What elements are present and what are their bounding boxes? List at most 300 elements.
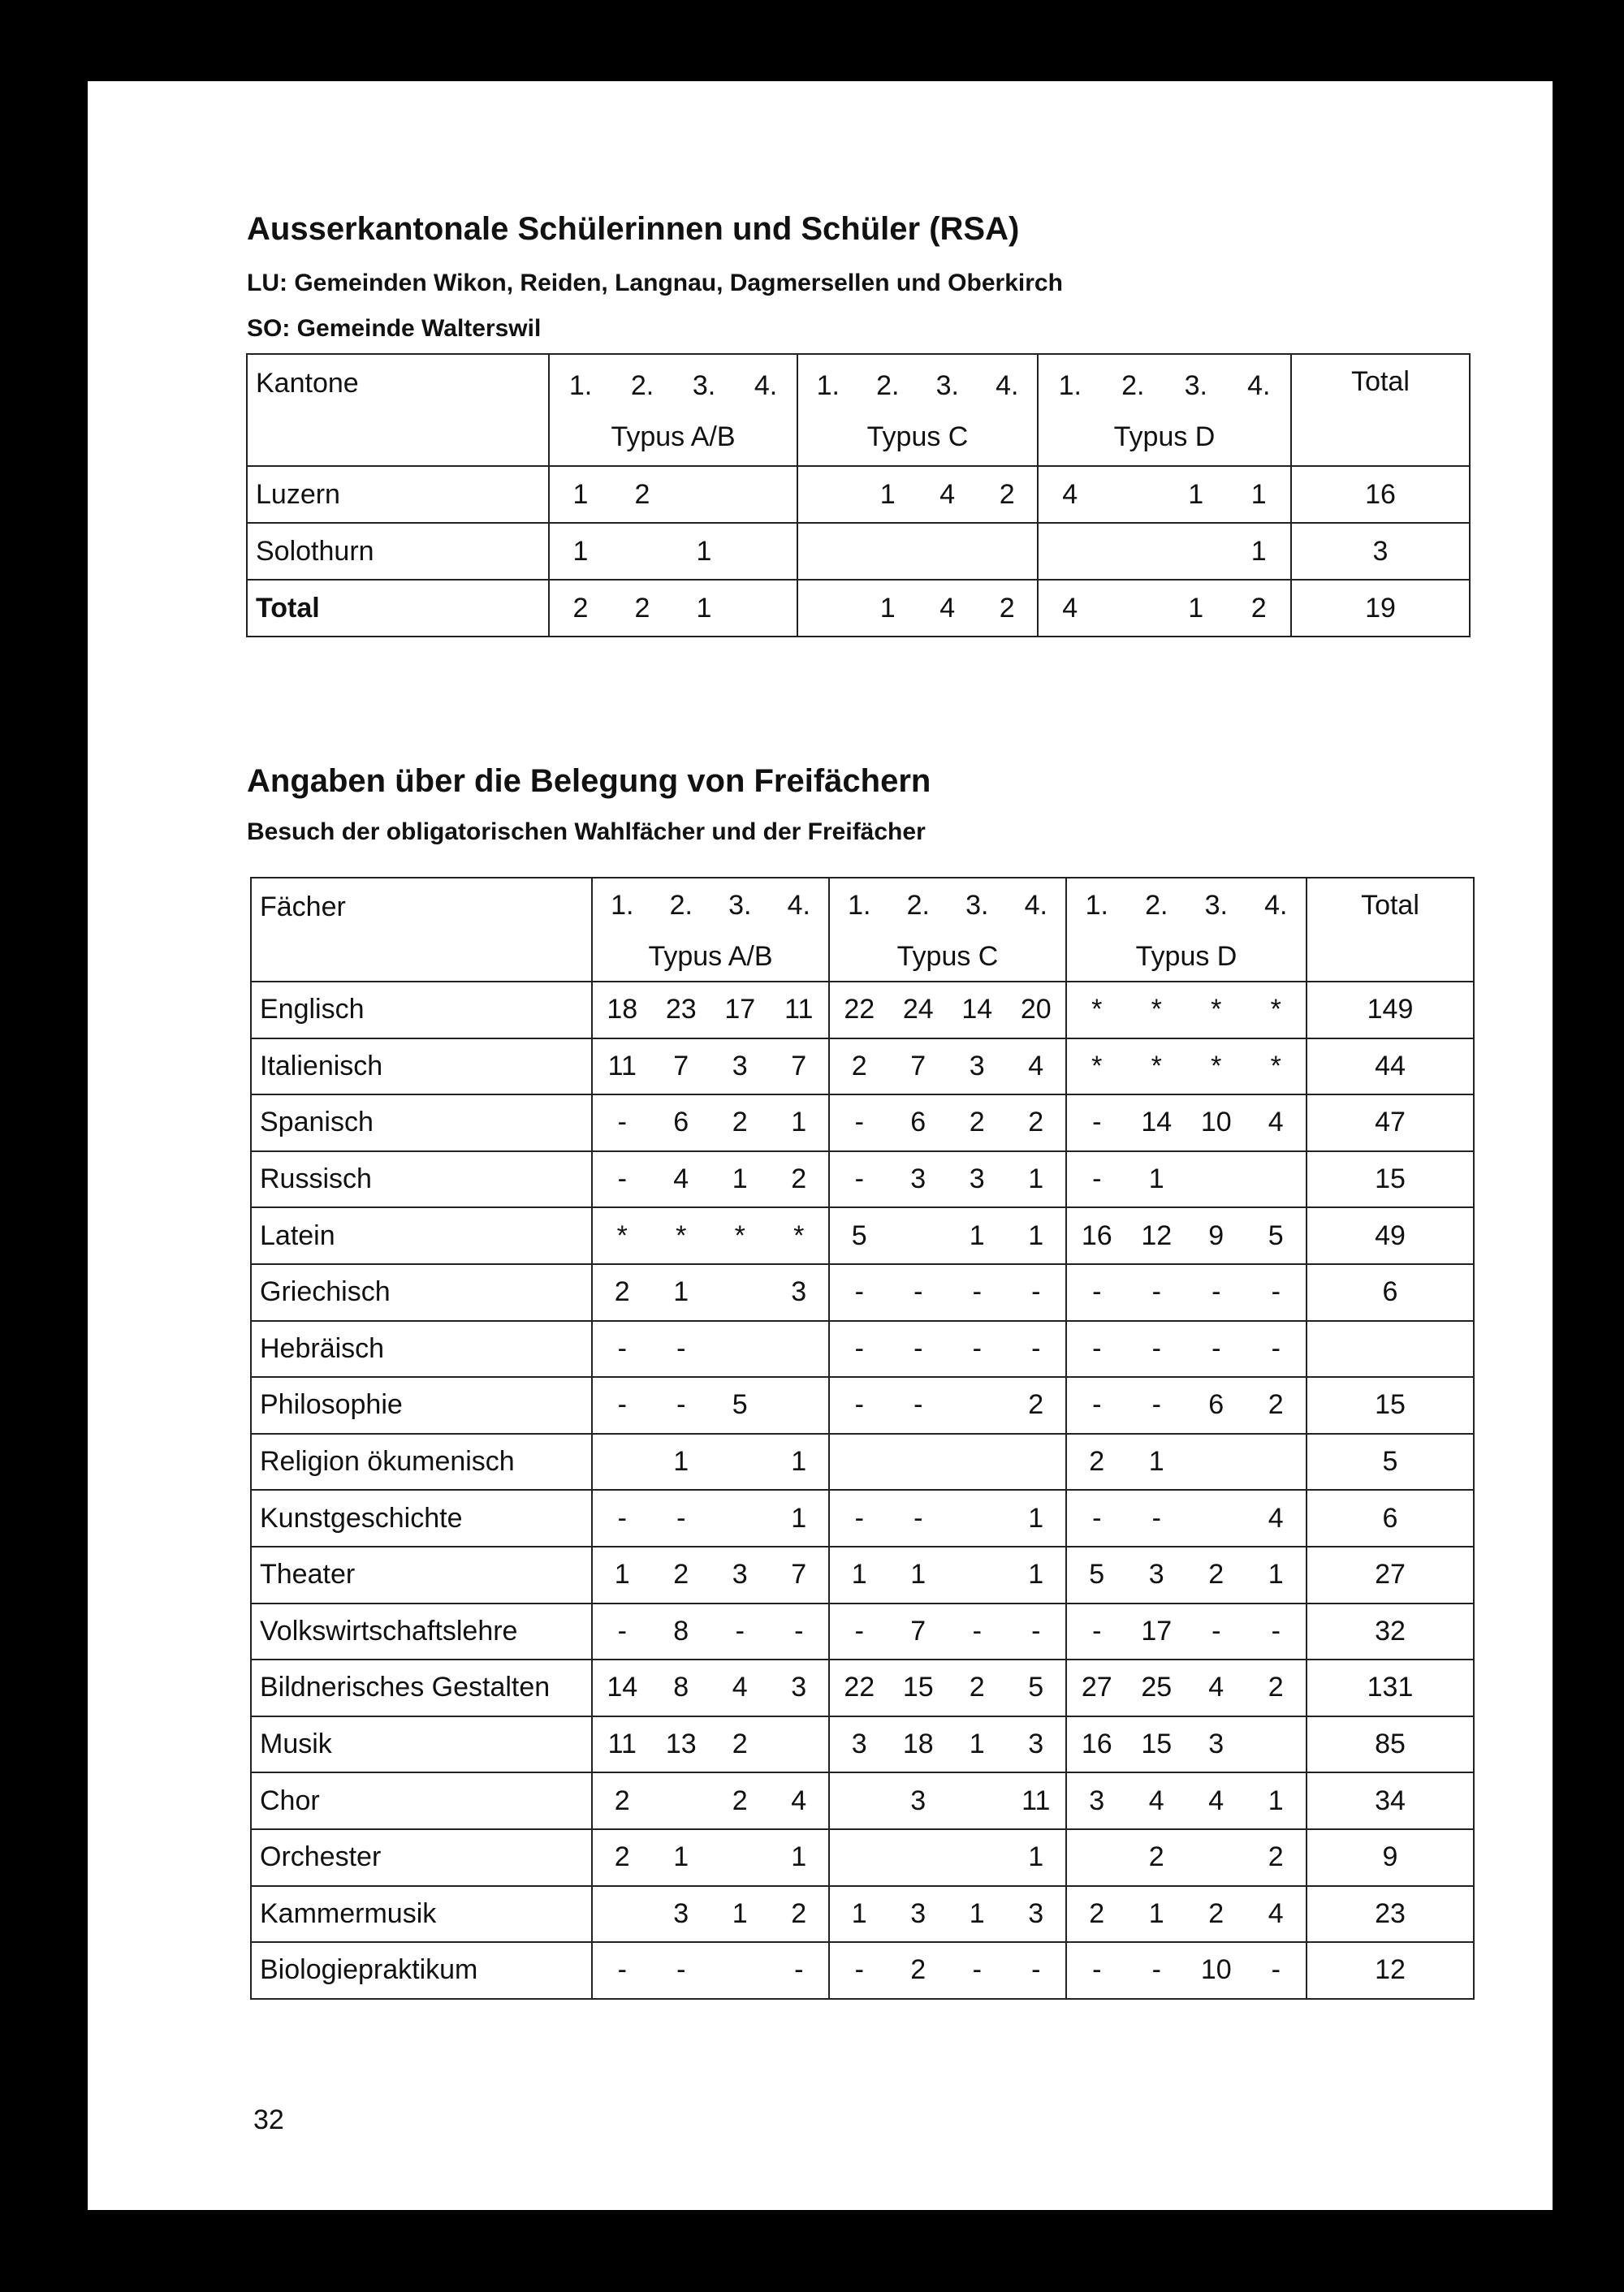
table-cell: 2 — [910, 1954, 926, 1986]
table-cell: - — [854, 1954, 864, 1986]
year-values — [830, 994, 1065, 1025]
table-cell: - — [914, 1276, 923, 1308]
group-cell — [1066, 1207, 1307, 1264]
table-row — [251, 1377, 1474, 1434]
group-cell — [592, 1716, 829, 1773]
table-cell: 4 — [1062, 592, 1078, 624]
table-cell: - — [914, 1332, 923, 1364]
table-cell: 1 — [1268, 1559, 1284, 1591]
year-values — [830, 1389, 1065, 1421]
table-row — [251, 1829, 1474, 1886]
year-values — [550, 536, 797, 568]
table-cell: 4 — [939, 478, 956, 510]
year-values — [1067, 1446, 1306, 1478]
column-group-name: Typus A/B — [611, 421, 736, 452]
school-year-headers — [550, 370, 797, 402]
table-cell — [948, 1841, 1007, 1873]
school-year-header: 2. — [906, 890, 930, 921]
group-cell — [829, 1716, 1066, 1773]
table-cell: - — [617, 1107, 627, 1138]
group-cell — [829, 1038, 1066, 1095]
table-cell: - — [1031, 1276, 1041, 1308]
year-values — [593, 1616, 828, 1647]
school-year-headers — [1067, 890, 1306, 922]
table-cell: 2 — [1089, 1897, 1105, 1929]
row-label: Russisch — [251, 1151, 592, 1208]
group-cell — [592, 982, 829, 1038]
table-cell: - — [1092, 1276, 1102, 1308]
row-label: Chor — [251, 1772, 592, 1829]
table-cell — [710, 1503, 770, 1534]
school-year-headers — [798, 370, 1037, 402]
table-cell: * — [1151, 994, 1162, 1025]
table-cell: 4 — [1148, 1785, 1164, 1816]
group-cell — [592, 1377, 829, 1434]
year-values — [830, 1898, 1065, 1930]
group-cell — [1066, 1038, 1307, 1095]
school-year-headers — [830, 890, 1065, 922]
table-cell: 1 — [879, 592, 896, 624]
table-cell: 1 — [791, 1107, 807, 1138]
group-cell — [1066, 1604, 1307, 1660]
row-total: 6 — [1307, 1490, 1474, 1547]
group-cell — [829, 1377, 1066, 1434]
table-cell: 4 — [1208, 1672, 1224, 1703]
group-cell — [592, 1942, 829, 1999]
table-cell — [1039, 536, 1102, 568]
row-label: Spanisch — [251, 1094, 592, 1151]
column-header-label: Fächer — [251, 878, 592, 982]
school-year-header: 3. — [1184, 370, 1207, 401]
table-cell: 3 — [732, 1559, 748, 1591]
table-cell — [948, 1389, 1007, 1421]
table-cell: 2 — [732, 1729, 748, 1760]
year-values — [1067, 1954, 1306, 1986]
table-cell: 2 — [999, 592, 1015, 624]
school-year-header: 1. — [848, 890, 871, 921]
year-values — [830, 1163, 1065, 1195]
school-year-header: 3. — [728, 890, 752, 921]
table-cell: 2 — [634, 592, 650, 624]
school-year-header: 1. — [1085, 890, 1108, 921]
table-cell — [1186, 1841, 1246, 1873]
row-total: 9 — [1307, 1829, 1474, 1886]
group-cell — [1066, 1660, 1307, 1716]
rsa-table — [246, 353, 1471, 637]
table-cell: 3 — [791, 1276, 807, 1308]
table-cell: - — [972, 1954, 982, 1986]
table-cell: - — [617, 1502, 627, 1534]
year-values — [593, 994, 828, 1025]
column-header-label: Kantone — [247, 354, 549, 466]
table-cell — [770, 1333, 829, 1365]
year-values — [1067, 1333, 1306, 1365]
school-year-header: 2. — [669, 890, 693, 921]
row-total — [1307, 1321, 1474, 1378]
table-cell — [948, 1559, 1007, 1591]
group-cell — [1066, 1264, 1307, 1321]
table-cell: 1 — [791, 1446, 807, 1478]
table-cell: - — [1092, 1332, 1102, 1364]
group-cell — [1066, 1321, 1307, 1378]
table-row — [247, 580, 1470, 637]
group-cell — [829, 1942, 1066, 1999]
table-cell — [673, 479, 735, 511]
column-group-name: Typus D — [1113, 421, 1216, 452]
group-cell — [549, 523, 797, 580]
table-cell: 1 — [879, 478, 896, 510]
table-cell: 2 — [1028, 1107, 1044, 1138]
table-cell: - — [1092, 1163, 1102, 1195]
table-cell: - — [794, 1615, 804, 1647]
group-cell — [592, 1321, 829, 1378]
table-cell: 2 — [1028, 1389, 1044, 1421]
group-cell — [829, 1207, 1066, 1264]
year-values — [1067, 1729, 1306, 1760]
school-year-header: 2. — [1121, 370, 1145, 401]
table-cell: - — [1212, 1332, 1221, 1364]
year-values — [1067, 1163, 1306, 1195]
row-label: Theater — [251, 1547, 592, 1604]
section1-title: Ausserkantonale Schülerinnen und Schüler (RSA) — [247, 211, 1020, 247]
year-values — [593, 1785, 828, 1817]
table-cell: - — [1092, 1954, 1102, 1986]
table-cell: 12 — [1141, 1219, 1173, 1251]
table-cell: 1 — [732, 1163, 748, 1195]
year-values — [1067, 1841, 1306, 1873]
table-cell: 14 — [1141, 1107, 1173, 1138]
row-total: 44 — [1307, 1038, 1474, 1095]
year-values — [593, 1276, 828, 1308]
year-values — [1067, 1672, 1306, 1703]
group-cell — [829, 1660, 1066, 1716]
year-values — [830, 1220, 1065, 1252]
row-total: 23 — [1307, 1886, 1474, 1943]
year-values — [1067, 1051, 1306, 1082]
table-cell: 5 — [851, 1219, 867, 1251]
row-label: Musik — [251, 1716, 592, 1773]
table-cell: - — [1151, 1276, 1161, 1308]
table-cell: 1 — [673, 1841, 689, 1873]
year-values — [1067, 1898, 1306, 1930]
table-row — [247, 466, 1470, 523]
table-cell: 22 — [844, 994, 875, 1025]
table-cell — [830, 1785, 889, 1817]
table-cell: 2 — [673, 1559, 689, 1591]
table-cell: 1 — [572, 478, 589, 510]
group-cell — [592, 1094, 829, 1151]
school-year-header: 2. — [876, 370, 900, 401]
table-cell: - — [735, 1615, 745, 1647]
table-cell: * — [793, 1219, 805, 1251]
group-cell — [829, 1490, 1066, 1547]
table-cell: 2 — [1089, 1446, 1105, 1478]
table-cell: 1 — [969, 1729, 985, 1760]
table-cell: 11 — [607, 1729, 637, 1760]
table-row — [251, 1942, 1474, 1999]
table-cell: 1 — [673, 1446, 689, 1478]
table-cell: - — [1151, 1332, 1161, 1364]
year-values — [593, 1503, 828, 1534]
year-values — [1039, 536, 1290, 568]
table-cell: 5 — [1028, 1672, 1044, 1703]
year-values — [1067, 1503, 1306, 1534]
year-values — [830, 1672, 1065, 1703]
table-cell: 1 — [851, 1897, 867, 1929]
group-cell — [829, 1094, 1066, 1151]
table-cell: 1 — [1148, 1446, 1164, 1478]
table-cell: 2 — [791, 1897, 807, 1929]
school-year-header: 1. — [816, 370, 840, 401]
table-cell: 13 — [665, 1729, 697, 1760]
table-cell: - — [972, 1332, 982, 1364]
group-cell — [797, 523, 1038, 580]
table-cell — [948, 1785, 1007, 1817]
table-cell: - — [1092, 1389, 1102, 1421]
table-cell: - — [1271, 1954, 1281, 1986]
table-cell: - — [676, 1332, 686, 1364]
column-group-header — [829, 878, 1066, 982]
table-cell: 4 — [1268, 1897, 1284, 1929]
column-header-total: Total — [1291, 354, 1470, 466]
table-cell: - — [854, 1107, 864, 1138]
table-cell: - — [617, 1954, 627, 1986]
group-cell — [592, 1604, 829, 1660]
column-group-header — [1066, 878, 1307, 982]
group-cell — [829, 1434, 1066, 1491]
table-cell: 2 — [614, 1276, 630, 1308]
table-cell: 4 — [939, 592, 956, 624]
table-cell: 16 — [1081, 1219, 1112, 1251]
row-total: 47 — [1307, 1094, 1474, 1151]
table-cell: - — [1151, 1954, 1161, 1986]
table-cell: 6 — [673, 1107, 689, 1138]
table-cell — [830, 1841, 889, 1873]
table-cell — [1164, 536, 1228, 568]
table-cell — [1102, 593, 1165, 624]
table-row — [251, 1604, 1474, 1660]
table-row — [251, 1660, 1474, 1716]
year-values — [830, 1841, 1065, 1873]
year-values — [593, 1841, 828, 1873]
table-cell: 4 — [673, 1163, 689, 1195]
table-row — [247, 523, 1470, 580]
table-cell: 25 — [1141, 1672, 1173, 1703]
table-cell: * — [1151, 1050, 1162, 1081]
row-label: Kunstgeschichte — [251, 1490, 592, 1547]
table-row — [251, 1772, 1474, 1829]
table-cell: - — [972, 1276, 982, 1308]
table-cell: - — [914, 1502, 923, 1534]
group-cell — [1038, 523, 1291, 580]
year-values — [798, 593, 1037, 624]
group-cell — [829, 1772, 1066, 1829]
table-cell: 1 — [1028, 1502, 1044, 1534]
table-cell: 8 — [673, 1672, 689, 1703]
row-label: Total — [247, 580, 549, 637]
table-cell — [710, 1841, 770, 1873]
table-cell — [1102, 479, 1165, 511]
year-values — [593, 1559, 828, 1591]
table-cell: * — [1091, 1050, 1103, 1081]
table-cell: 2 — [634, 478, 650, 510]
row-total: 3 — [1291, 523, 1470, 580]
school-year-header: 4. — [996, 370, 1019, 401]
year-values — [830, 1954, 1065, 1986]
table-cell — [1186, 1503, 1246, 1534]
year-values — [593, 1446, 828, 1478]
group-cell — [549, 466, 797, 523]
section2-subtitle: Besuch der obligatorischen Wahlfächer und der Freifächer — [247, 818, 926, 845]
table-cell: - — [914, 1389, 923, 1421]
group-cell — [1066, 1716, 1307, 1773]
row-total: 15 — [1307, 1151, 1474, 1208]
year-values — [830, 1107, 1065, 1138]
group-cell — [1066, 1490, 1307, 1547]
group-cell — [1066, 1886, 1307, 1943]
year-values — [593, 1220, 828, 1252]
table-row — [251, 1151, 1474, 1208]
table-header-row — [247, 354, 1470, 466]
table-cell: 17 — [1141, 1615, 1173, 1647]
table-cell: * — [1270, 1050, 1281, 1081]
table-cell: 4 — [791, 1785, 807, 1816]
table-cell: * — [676, 1219, 687, 1251]
freifaecher-table — [250, 877, 1475, 2000]
table-cell: - — [854, 1163, 864, 1195]
group-cell — [1066, 1942, 1307, 1999]
table-cell — [889, 1220, 948, 1252]
table-cell: - — [676, 1954, 686, 1986]
group-cell — [592, 1207, 829, 1264]
row-label: Latein — [251, 1207, 592, 1264]
table-cell: - — [1092, 1615, 1102, 1647]
table-cell: 2 — [1268, 1841, 1284, 1873]
row-label: Orchester — [251, 1829, 592, 1886]
year-values — [593, 1333, 828, 1365]
year-values — [830, 1559, 1065, 1591]
table-cell — [593, 1898, 652, 1930]
row-label: Volkswirtschaftslehre — [251, 1604, 592, 1660]
group-cell — [1066, 1829, 1307, 1886]
school-year-header: 1. — [568, 370, 593, 401]
table-cell: 3 — [1148, 1559, 1164, 1591]
year-values — [830, 1729, 1065, 1760]
table-cell — [1102, 536, 1165, 568]
table-cell: - — [1271, 1615, 1281, 1647]
year-values — [1039, 593, 1290, 624]
table-cell: 2 — [851, 1050, 867, 1081]
year-values — [593, 1051, 828, 1082]
table-cell: 15 — [1141, 1729, 1173, 1760]
year-values — [550, 593, 797, 624]
table-cell: - — [854, 1389, 864, 1421]
group-cell — [592, 1434, 829, 1491]
table-cell — [710, 1954, 770, 1986]
table-cell: 9 — [1208, 1219, 1224, 1251]
year-values — [830, 1785, 1065, 1817]
table-cell: 2 — [1208, 1897, 1224, 1929]
row-total: 32 — [1307, 1604, 1474, 1660]
table-cell: 4 — [1268, 1107, 1284, 1138]
row-label: Kammermusik — [251, 1886, 592, 1943]
row-total: 5 — [1307, 1434, 1474, 1491]
table-cell — [710, 1333, 770, 1365]
table-cell: 7 — [791, 1559, 807, 1591]
group-cell — [592, 1038, 829, 1095]
table-cell: 1 — [1028, 1163, 1044, 1195]
table-cell: 2 — [732, 1785, 748, 1816]
group-cell — [592, 1490, 829, 1547]
table-cell: 1 — [851, 1559, 867, 1591]
column-group-header — [1038, 354, 1291, 466]
group-cell — [1066, 1377, 1307, 1434]
school-year-header: 4. — [1247, 370, 1271, 401]
table-cell: 15 — [902, 1672, 934, 1703]
group-cell — [1066, 982, 1307, 1038]
group-cell — [592, 1660, 829, 1716]
table-row — [251, 1038, 1474, 1095]
table-row — [251, 1886, 1474, 1943]
group-cell — [829, 1829, 1066, 1886]
table-cell — [1186, 1446, 1246, 1478]
table-row — [251, 1321, 1474, 1378]
year-values — [593, 1898, 828, 1930]
table-cell — [735, 479, 797, 511]
school-year-header: 2. — [1145, 890, 1168, 921]
table-cell: 16 — [1081, 1729, 1112, 1760]
year-values — [593, 1389, 828, 1421]
table-cell: 1 — [1188, 478, 1204, 510]
table-row — [251, 1207, 1474, 1264]
table-cell: * — [1270, 994, 1281, 1025]
table-cell: * — [1211, 1050, 1222, 1081]
school-year-header: 2. — [630, 370, 654, 401]
row-label: Religion ökumenisch — [251, 1434, 592, 1491]
group-cell — [797, 466, 1038, 523]
table-cell: 3 — [791, 1672, 807, 1703]
row-label: Philosophie — [251, 1377, 592, 1434]
year-values — [1039, 479, 1290, 511]
table-cell: 20 — [1020, 994, 1052, 1025]
table-cell — [593, 1446, 652, 1478]
table-cell: 2 — [1268, 1389, 1284, 1421]
table-cell: 11 — [607, 1050, 637, 1081]
table-cell — [1246, 1163, 1307, 1195]
row-label: Solothurn — [247, 523, 549, 580]
group-cell — [829, 1547, 1066, 1604]
school-year-header: 1. — [611, 890, 634, 921]
table-cell: 4 — [1268, 1502, 1284, 1534]
table-cell: 2 — [1148, 1841, 1164, 1873]
row-total: 12 — [1307, 1942, 1474, 1999]
table-cell: 2 — [1208, 1559, 1224, 1591]
row-label: Biologiepraktikum — [251, 1942, 592, 1999]
table-cell: - — [854, 1502, 864, 1534]
group-cell — [829, 1264, 1066, 1321]
table-cell: 1 — [1188, 592, 1204, 624]
table-cell — [798, 479, 858, 511]
row-total: 15 — [1307, 1377, 1474, 1434]
table-cell: 1 — [791, 1841, 807, 1873]
table-cell: 18 — [607, 994, 638, 1025]
table-cell: 5 — [1268, 1219, 1284, 1251]
column-group-name: Typus D — [1135, 941, 1237, 972]
table-row — [251, 1094, 1474, 1151]
table-cell: 3 — [969, 1163, 985, 1195]
row-label: Italienisch — [251, 1038, 592, 1095]
group-cell — [549, 580, 797, 637]
